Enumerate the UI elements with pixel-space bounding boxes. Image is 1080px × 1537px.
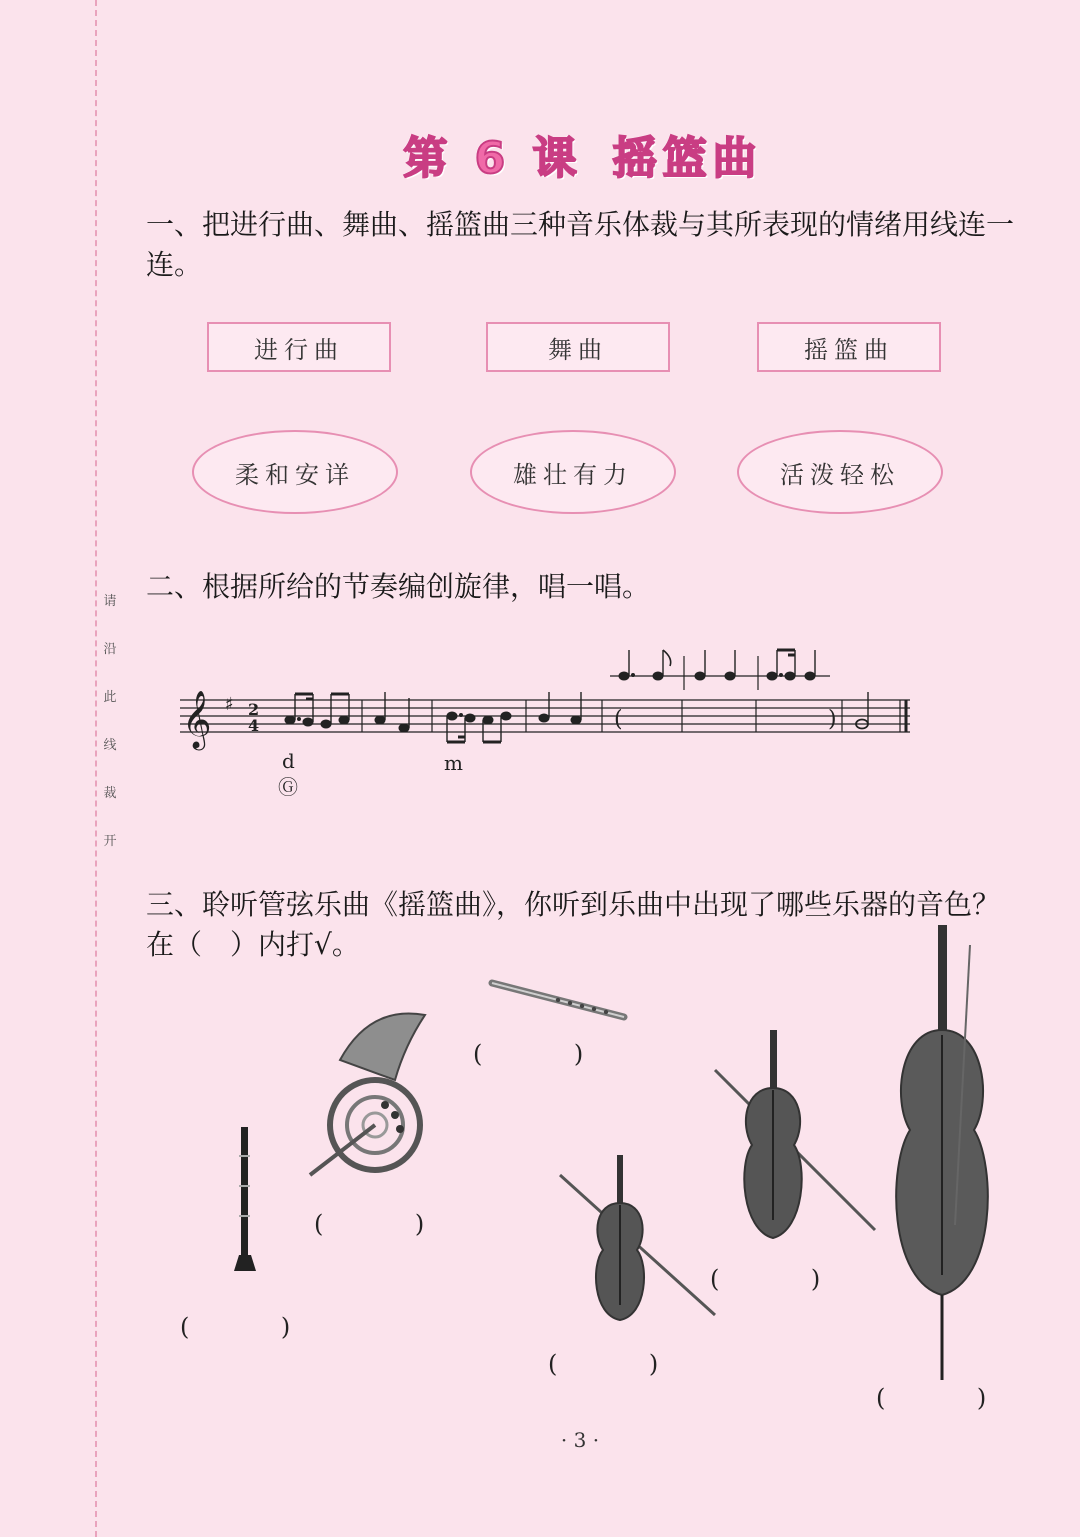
flute-icon <box>488 975 628 1025</box>
genre-box-dance[interactable]: 舞曲 <box>486 322 670 372</box>
cut-char: 线 <box>103 738 117 753</box>
mood-oval-gentle[interactable]: 柔和安详 <box>192 430 398 514</box>
cut-char: 请 <box>103 594 117 609</box>
time-sig-bottom: 4 <box>248 716 260 735</box>
answer-blank-cello[interactable]: ( ) <box>876 1384 987 1412</box>
cut-char: 此 <box>103 690 117 705</box>
note-head <box>339 716 349 724</box>
cut-instruction <box>100 590 120 849</box>
genre-box-march[interactable]: 进行曲 <box>207 322 391 372</box>
lesson-name: 摇篮曲 <box>612 133 763 184</box>
violin-icon <box>555 1155 725 1330</box>
music-staff <box>170 630 920 810</box>
clarinet-icon <box>230 1125 260 1275</box>
answer-blank-horn[interactable]: ( ) <box>314 1210 425 1238</box>
cut-char: 开 <box>103 834 117 849</box>
french-horn-icon <box>300 1005 435 1185</box>
cut-char: 裁 <box>103 786 117 801</box>
note-head <box>303 718 313 726</box>
answer-blank-flute[interactable]: ( ) <box>473 1040 584 1068</box>
question-2-text: 二、根据所给的节奏编创旋律，唱一唱。 <box>146 570 651 603</box>
treble-clef-icon: 𝄞 <box>182 690 212 748</box>
lesson-number: 第 6 课 <box>403 133 583 184</box>
cut-char: 沿 <box>103 642 117 657</box>
cello-icon <box>880 925 1005 1385</box>
solfege-d: d <box>282 749 295 773</box>
cut-line <box>95 0 97 1537</box>
time-sig-top: 2 <box>248 700 260 719</box>
note-head <box>285 716 295 724</box>
note-head <box>321 720 331 728</box>
page-number: · 3 · <box>560 1428 600 1452</box>
question-1-text: 一、把进行曲、舞曲、摇篮曲三种音乐体裁与其所表现的情绪用线连一连。 <box>146 208 1015 281</box>
answer-blank-viola[interactable]: ( ) <box>710 1265 821 1293</box>
close-paren: ) <box>828 707 837 732</box>
genre-box-lullaby[interactable]: 摇篮曲 <box>757 322 941 372</box>
lesson-title <box>0 122 1080 186</box>
viola-icon <box>710 1030 880 1245</box>
solfege-m: m <box>444 751 463 775</box>
mood-oval-powerful[interactable]: 雄壮有力 <box>470 430 676 514</box>
answer-blank-clarinet[interactable]: ( ) <box>180 1313 291 1341</box>
mood-oval-lively[interactable]: 活泼轻松 <box>737 430 943 514</box>
sharp-icon: ♯ <box>225 694 234 715</box>
open-paren: ( <box>614 707 623 732</box>
answer-blank-violin[interactable]: ( ) <box>548 1350 659 1378</box>
chord-g: Ⓖ <box>278 775 298 799</box>
question-3-text: 三、聆听管弦乐曲《摇篮曲》，你听到乐曲中出现了哪些乐器的音色？在（ ）内打√。 <box>146 888 1001 961</box>
